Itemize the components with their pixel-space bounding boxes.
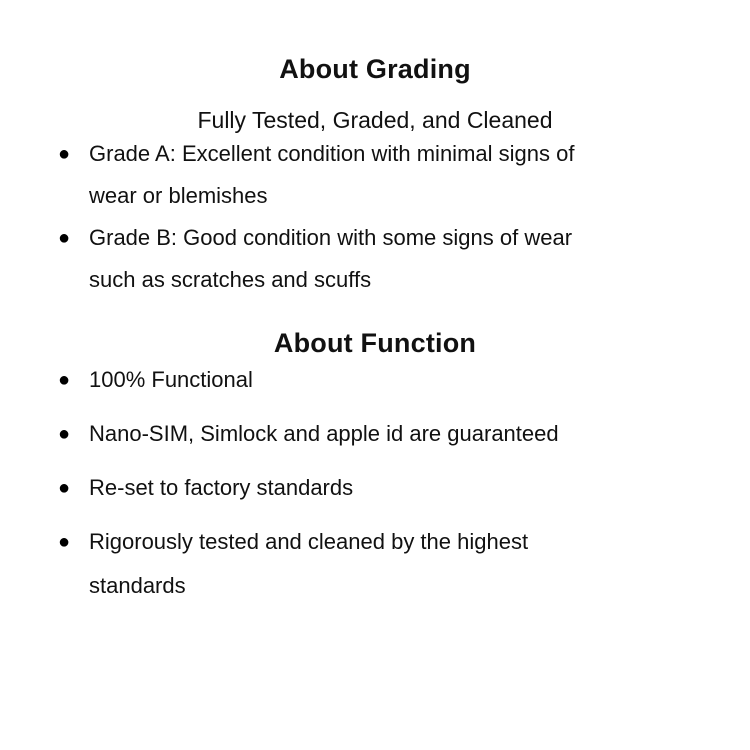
bullet-icon: ● bbox=[58, 369, 71, 391]
list-item-tested-cleaned bbox=[58, 520, 692, 608]
list-item-text bbox=[89, 217, 692, 301]
list-item-line: standards bbox=[89, 573, 186, 598]
list-item-text bbox=[89, 358, 692, 402]
function-section-title: About Function bbox=[273, 328, 477, 358]
list-item-grade-b bbox=[58, 217, 692, 301]
list-item-line: Grade A: Excellent condition with minimal signs of bbox=[89, 141, 575, 166]
function-list bbox=[58, 358, 692, 608]
list-item-line: Grade B: Good condition with some signs of wear bbox=[89, 225, 573, 250]
list-item-line: Nano-SIM, Simlock and apple id are guaranteed bbox=[89, 421, 559, 446]
bullet-icon: ● bbox=[58, 227, 71, 249]
list-item-text bbox=[89, 520, 692, 608]
grading-list bbox=[58, 133, 692, 301]
grading-subtitle: Fully Tested, Graded, and Cleaned bbox=[197, 107, 553, 133]
list-item-grade-a bbox=[58, 133, 692, 217]
list-item-text bbox=[89, 133, 692, 217]
list-item-functional bbox=[58, 358, 692, 402]
list-item-line: Re-set to factory standards bbox=[89, 475, 354, 500]
list-item-line: 100% Functional bbox=[89, 367, 253, 392]
bullet-icon: ● bbox=[58, 143, 71, 165]
bullet-icon: ● bbox=[58, 531, 71, 553]
list-item-line: wear or blemishes bbox=[89, 183, 268, 208]
bullet-icon: ● bbox=[58, 477, 71, 499]
list-item-line: Rigorously tested and cleaned by the highest bbox=[89, 529, 529, 554]
list-item-text bbox=[89, 466, 692, 510]
bullet-icon: ● bbox=[58, 423, 71, 445]
list-item-line: such as scratches and scuffs bbox=[89, 267, 372, 292]
grading-section-title: About Grading bbox=[279, 54, 471, 84]
list-item-sim-guarantee bbox=[58, 412, 692, 456]
list-item-factory-reset bbox=[58, 466, 692, 510]
list-item-text bbox=[89, 412, 692, 456]
